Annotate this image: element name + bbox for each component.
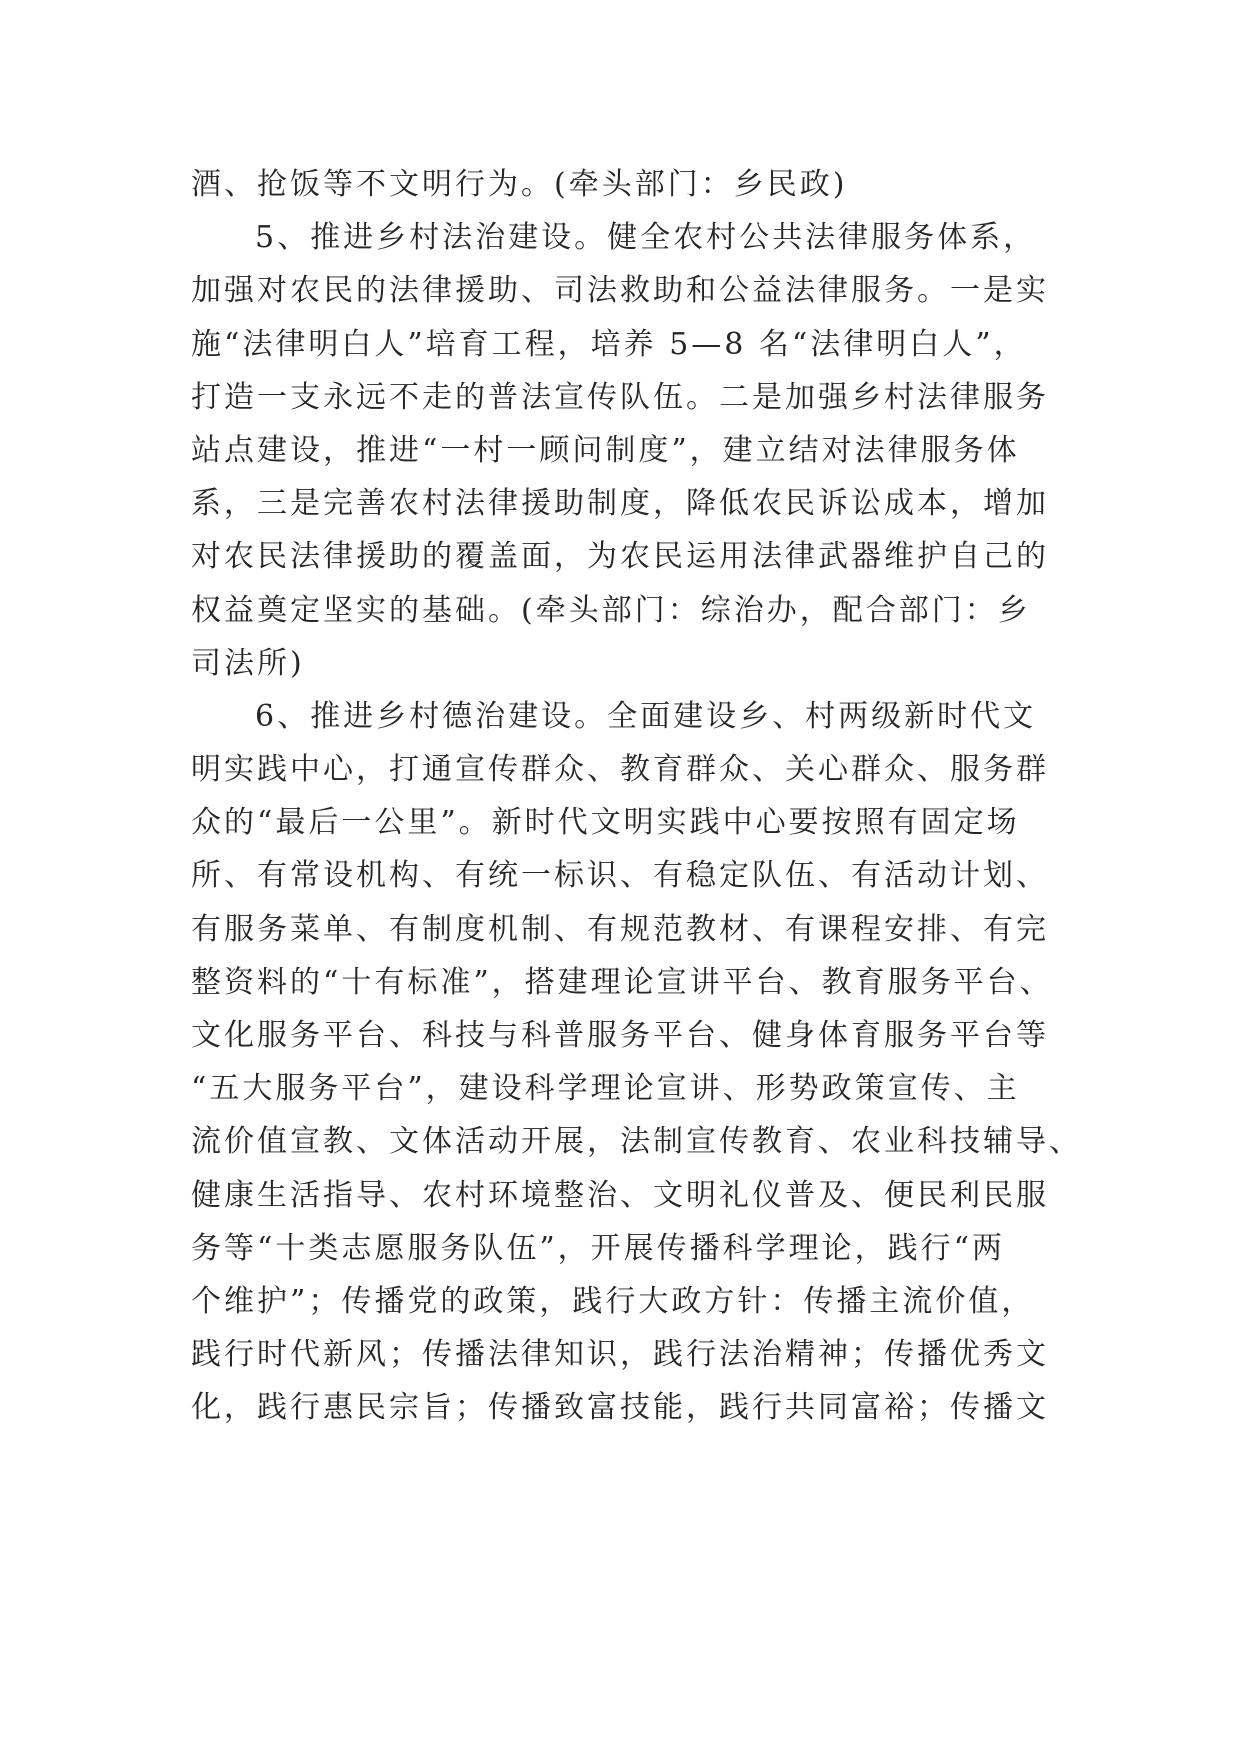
text-line: 加强对农民的法律援助、司法救助和公益法律服务。一是实 <box>191 273 1049 309</box>
text-line: 司法所) <box>191 645 305 681</box>
text-line: 系，三是完善农村法律援助制度，降低农民诉讼成本，增加 <box>191 486 1049 522</box>
text-line: 站点建设，推进“一村一顾问制度”，建立结对法律服务体 <box>191 432 1020 468</box>
text-line: 有服务菜单、有制度机制、有规范教材、有课程安排、有完 <box>191 911 1049 947</box>
text-line: 化，践行惠民宗旨；传播致富技能，践行共同富裕；传播文 <box>191 1390 1049 1426</box>
text-line: 打造一支永远不走的普法宣传队伍。二是加强乡村法律服务 <box>191 379 1049 415</box>
text-line: 文化服务平台、科技与科普服务平台、健身体育服务平台等 <box>191 1018 1049 1053</box>
text-line: 个维护”；传播党的政策，践行大政方针：传播主流价值， <box>191 1283 1035 1319</box>
text-line: 健康生活指导、农村环境整治、文明礼仪普及、便民利民服 <box>191 1177 1049 1213</box>
paragraph-5-start: 5、推进乡村法治建设。健全农村公共法律服务体系， <box>255 220 1037 256</box>
text-line: 践行时代新风；传播法律知识，践行法治精神；传播优秀文 <box>191 1337 1049 1373</box>
text-line: 整资料的“十有标准”，搭建理论宣讲平台、教育服务平台、 <box>191 964 1053 1000</box>
text-line: 施“法律明白人”培育工程，培养 5—8 名“法律明白人”， <box>191 326 1027 362</box>
text-line: 明实践中心，打通宣传群众、教育群众、关心群众、服务群 <box>191 752 1049 788</box>
document-body <box>191 158 1082 1435</box>
text-line: 酒、抢饭等不文明行为。(牵头部门：乡民政) <box>191 167 848 202</box>
text-line: 所、有常设机构、有统一标识、有稳定队伍、有活动计划、 <box>191 858 1049 894</box>
text-line: 权益奠定坚实的基础。(牵头部门：综治办，配合部门：乡 <box>191 592 1031 628</box>
text-line: 务等“十类志愿服务队伍”，开展传播科学理论，践行“两 <box>191 1230 1006 1266</box>
text-line: “五大服务平台”，建设科学理论宣讲、形势政策宣传、主 <box>191 1071 1020 1107</box>
paragraph-6-start: 6、推进乡村德治建设。全面建设乡、村两级新时代文 <box>255 698 1037 734</box>
text-line: 流价值宣教、文体活动开展，法制宣传教育、农业科技辅导、 <box>191 1124 1082 1160</box>
text-line: 众的“最后一公里”。新时代文明实践中心要按照有固定场 <box>191 805 1020 841</box>
text-line: 对农民法律援助的覆盖面，为农民运用法律武器维护自己的 <box>191 539 1049 575</box>
